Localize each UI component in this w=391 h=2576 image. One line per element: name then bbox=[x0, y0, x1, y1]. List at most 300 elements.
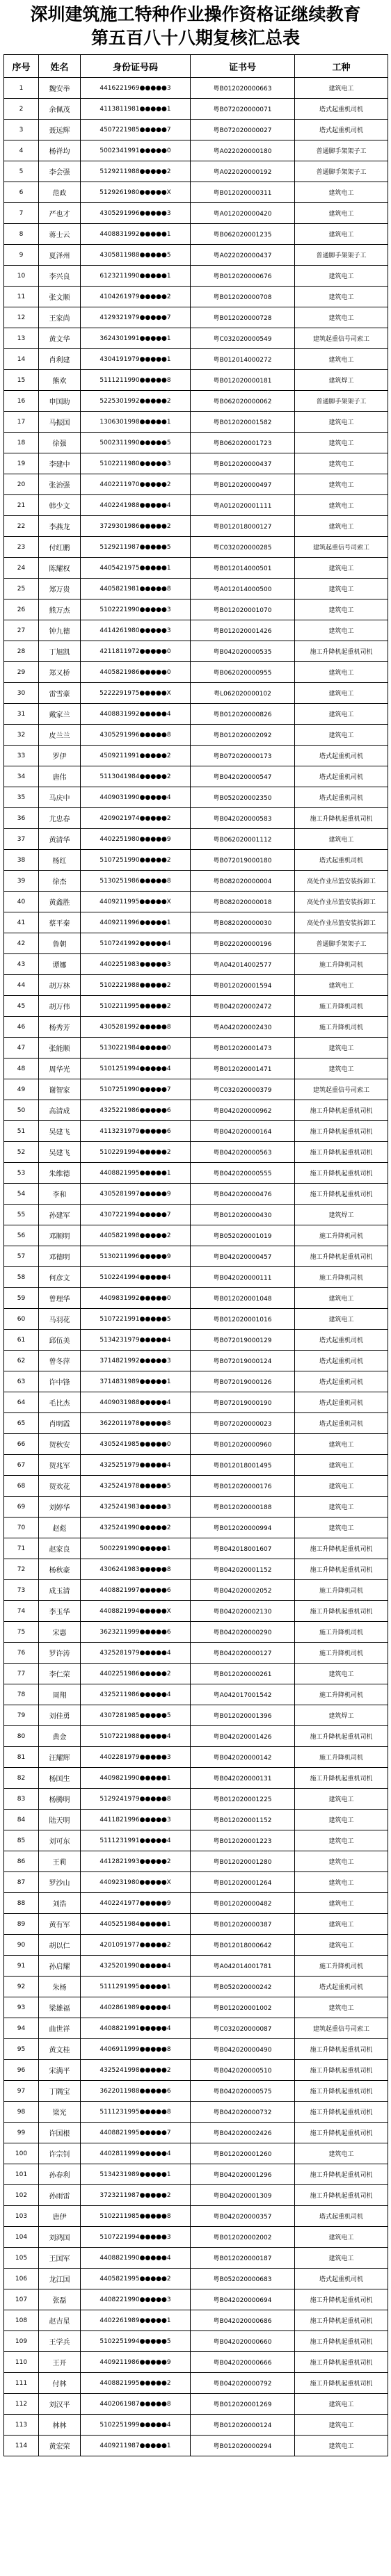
cell-index: 13 bbox=[4, 328, 39, 349]
cell-name: 李兴良 bbox=[39, 266, 81, 287]
cell-certificate-number: 粤B072020000071 bbox=[191, 99, 295, 120]
cell-name: 赵彪 bbox=[39, 1518, 81, 1538]
cell-certificate-number: 粤B012020001070 bbox=[191, 599, 295, 620]
cell-index: 95 bbox=[4, 2039, 39, 2060]
cell-job-type: 施工升降机司机 bbox=[295, 1580, 388, 1601]
cell-index: 92 bbox=[4, 1977, 39, 1997]
cell-index: 44 bbox=[4, 975, 39, 996]
cell-index: 47 bbox=[4, 1038, 39, 1058]
cell-index: 42 bbox=[4, 933, 39, 954]
cell-certificate-number: 粤B062020001723 bbox=[191, 433, 295, 453]
cell-id-number: 5102241994●●●●●4 bbox=[81, 1267, 191, 1288]
header-job-type: 工种 bbox=[295, 55, 388, 78]
cell-certificate-number: 粤B012020000728 bbox=[191, 307, 295, 328]
cell-id-number: 5111231991●●●●●4 bbox=[81, 1830, 191, 1851]
cell-name: 付林 bbox=[39, 2373, 81, 2394]
table-row bbox=[4, 892, 388, 912]
table-row bbox=[4, 2081, 388, 2102]
cell-id-number: 5113041984●●●●●2 bbox=[81, 766, 191, 787]
cell-name: 黄清华 bbox=[39, 829, 81, 850]
cell-name: 刘婷华 bbox=[39, 1497, 81, 1518]
cell-certificate-number: 粤B042020000666 bbox=[191, 2352, 295, 2373]
cell-job-type: 塔式起重机司机 bbox=[295, 746, 388, 766]
cell-certificate-number: 粤B052020000242 bbox=[191, 1977, 295, 1997]
cell-job-type: 施工升降机司机 bbox=[295, 1956, 388, 1977]
cell-name: 黄宏荣 bbox=[39, 2436, 81, 2456]
cell-certificate-number: 粤B022020000196 bbox=[191, 933, 295, 954]
table-row bbox=[4, 933, 388, 954]
cell-id-number: 5102291994●●●●●2 bbox=[81, 1142, 191, 1163]
cell-name: 杨红 bbox=[39, 850, 81, 871]
cell-job-type: 建筑电工 bbox=[295, 975, 388, 996]
cell-certificate-number: 粤B012020001260 bbox=[191, 2143, 295, 2164]
cell-index: 28 bbox=[4, 641, 39, 662]
cell-id-number: 4104261979●●●●●2 bbox=[81, 287, 191, 307]
cell-index: 67 bbox=[4, 1455, 39, 1476]
cell-id-number: 4409821990●●●●●1 bbox=[81, 1768, 191, 1789]
table-row bbox=[4, 1184, 388, 1205]
cell-name: 范政 bbox=[39, 182, 81, 203]
cell-certificate-number: 粤A012020000420 bbox=[191, 203, 295, 224]
cell-certificate-number: 粤B072020000023 bbox=[191, 1413, 295, 1434]
cell-certificate-number: 粤B012020000311 bbox=[191, 182, 295, 203]
cell-job-type: 建筑电工 bbox=[295, 474, 388, 495]
cell-id-number: 3624301991●●●●●1 bbox=[81, 328, 191, 349]
cell-name: 林林 bbox=[39, 2415, 81, 2436]
cell-certificate-number: 粤B012018000127 bbox=[191, 516, 295, 537]
table-row bbox=[4, 2206, 388, 2227]
cell-id-number: 4305811988●●●●●5 bbox=[81, 245, 191, 266]
cell-job-type: 建筑电工 bbox=[295, 558, 388, 579]
cell-job-type: 建筑电工 bbox=[295, 182, 388, 203]
table-row bbox=[4, 641, 388, 662]
cell-job-type: 建筑电工 bbox=[295, 1935, 388, 1956]
cell-job-type: 建筑起重信号司索工 bbox=[295, 2018, 388, 2039]
cell-id-number: 4408821991●●●●●4 bbox=[81, 2018, 191, 2039]
cell-certificate-number: 粤B042020002130 bbox=[191, 1601, 295, 1622]
cell-id-number: 4414261980●●●●●3 bbox=[81, 620, 191, 641]
cell-job-type: 建筑电工 bbox=[295, 2436, 388, 2456]
cell-index: 57 bbox=[4, 1246, 39, 1267]
cell-name: 张文顺 bbox=[39, 287, 81, 307]
cell-name: 尤忠春 bbox=[39, 808, 81, 829]
cell-index: 33 bbox=[4, 746, 39, 766]
cell-certificate-number: 粤B042020000535 bbox=[191, 641, 295, 662]
cell-name: 黄文华 bbox=[39, 328, 81, 349]
cell-id-number: 4412821993●●●●●2 bbox=[81, 1851, 191, 1872]
cell-id-number: 5102221990●●●●●3 bbox=[81, 599, 191, 620]
cell-job-type: 建筑电工 bbox=[295, 620, 388, 641]
cell-index: 107 bbox=[4, 2289, 39, 2310]
cell-job-type: 建筑电工 bbox=[295, 1664, 388, 1684]
cell-name: 王学兵 bbox=[39, 2331, 81, 2352]
cell-index: 3 bbox=[4, 120, 39, 140]
table-row bbox=[4, 161, 388, 182]
table-row bbox=[4, 120, 388, 140]
cell-job-type: 塔式起重机司机 bbox=[295, 1371, 388, 1392]
cell-index: 37 bbox=[4, 829, 39, 850]
cell-certificate-number: 粤B042020000457 bbox=[191, 1246, 295, 1267]
cell-index: 32 bbox=[4, 725, 39, 746]
cell-certificate-number: 粤B012020000181 bbox=[191, 370, 295, 391]
cell-job-type: 建筑电工 bbox=[295, 704, 388, 725]
cell-name: 许中锋 bbox=[39, 1371, 81, 1392]
cell-id-number: 4325221986●●●●●6 bbox=[81, 1100, 191, 1121]
cell-job-type: 施工升降机司机 bbox=[295, 996, 388, 1017]
table-row bbox=[4, 1997, 388, 2018]
cell-certificate-number: 粤B042020000555 bbox=[191, 1163, 295, 1184]
cell-name: 赵吉星 bbox=[39, 2310, 81, 2331]
cell-job-type: 塔式起重机司机 bbox=[295, 1413, 388, 1434]
table-row bbox=[4, 2331, 388, 2352]
summary-table bbox=[3, 54, 388, 2456]
cell-name: 贺秋安 bbox=[39, 1434, 81, 1455]
cell-job-type: 施工升降机起重机司机 bbox=[295, 1601, 388, 1622]
cell-name: 皮兰兰 bbox=[39, 725, 81, 746]
table-row bbox=[4, 1079, 388, 1100]
cell-certificate-number: 粤B012020001594 bbox=[191, 975, 295, 996]
cell-name: 马庆中 bbox=[39, 787, 81, 808]
cell-id-number: 4306241983●●●●●8 bbox=[81, 1559, 191, 1580]
cell-name: 韩少文 bbox=[39, 495, 81, 516]
table-row bbox=[4, 412, 388, 433]
cell-index: 89 bbox=[4, 1914, 39, 1935]
cell-name: 梁光 bbox=[39, 2102, 81, 2123]
cell-index: 74 bbox=[4, 1601, 39, 1622]
cell-id-number: 4209021974●●●●●2 bbox=[81, 808, 191, 829]
cell-id-number: 5102251999●●●●●4 bbox=[81, 2415, 191, 2436]
cell-index: 90 bbox=[4, 1935, 39, 1956]
cell-id-number: 5101251994●●●●●4 bbox=[81, 1058, 191, 1079]
cell-id-number: 3622011978●●●●●8 bbox=[81, 1413, 191, 1434]
table-row bbox=[4, 912, 388, 933]
cell-job-type: 施工升降机起重机司机 bbox=[295, 1538, 388, 1559]
cell-name: 徐杰 bbox=[39, 871, 81, 892]
cell-name: 许宗钊 bbox=[39, 2143, 81, 2164]
table-row bbox=[4, 1392, 388, 1413]
cell-job-type: 塔式起重机司机 bbox=[295, 1351, 388, 1371]
cell-id-number: 5111231995●●●●●8 bbox=[81, 2102, 191, 2123]
cell-id-number: 4408821995●●●●●7 bbox=[81, 2123, 191, 2143]
cell-job-type: 塔式起重机司机 bbox=[295, 766, 388, 787]
cell-name: 张磊 bbox=[39, 2289, 81, 2310]
cell-certificate-number: 粤B042020001309 bbox=[191, 2185, 295, 2206]
cell-certificate-number: 粤B042020000563 bbox=[191, 1142, 295, 1163]
table-row bbox=[4, 1664, 388, 1684]
cell-name: 张治强 bbox=[39, 474, 81, 495]
cell-index: 114 bbox=[4, 2436, 39, 2456]
cell-id-number: 5111291995●●●●●1 bbox=[81, 1977, 191, 1997]
cell-name: 吴建飞 bbox=[39, 1121, 81, 1142]
cell-index: 41 bbox=[4, 912, 39, 933]
cell-index: 29 bbox=[4, 662, 39, 683]
cell-job-type: 建筑电工 bbox=[295, 599, 388, 620]
cell-job-type: 塔式起重机司机 bbox=[295, 1977, 388, 1997]
cell-job-type: 施工升降机起重机司机 bbox=[295, 1163, 388, 1184]
table-row bbox=[4, 829, 388, 850]
cell-certificate-number: 粤B062020000955 bbox=[191, 662, 295, 683]
cell-certificate-number: 粤B012018001495 bbox=[191, 1455, 295, 1476]
table-row bbox=[4, 1705, 388, 1726]
cell-job-type: 施工升降机起重机司机 bbox=[295, 1246, 388, 1267]
cell-job-type: 施工升降机起重机司机 bbox=[295, 2373, 388, 2394]
cell-name: 刘浩 bbox=[39, 1893, 81, 1914]
cell-name: 邓德明 bbox=[39, 1246, 81, 1267]
cell-job-type: 建筑起重信号司索工 bbox=[295, 328, 388, 349]
cell-index: 104 bbox=[4, 2227, 39, 2248]
table-row bbox=[4, 1142, 388, 1163]
cell-id-number: 4405251984●●●●●1 bbox=[81, 1914, 191, 1935]
cell-name: 贺兆军 bbox=[39, 1455, 81, 1476]
cell-id-number: 4325241978●●●●●5 bbox=[81, 1476, 191, 1497]
table-row bbox=[4, 683, 388, 704]
cell-name: 陈耀权 bbox=[39, 558, 81, 579]
cell-name: 龙江国 bbox=[39, 2269, 81, 2289]
cell-job-type: 建筑电工 bbox=[295, 1497, 388, 1518]
cell-certificate-number: 粤B012020000437 bbox=[191, 453, 295, 474]
cell-name: 许国根 bbox=[39, 2123, 81, 2143]
cell-index: 81 bbox=[4, 1747, 39, 1768]
cell-certificate-number: 粤B012020001280 bbox=[191, 1851, 295, 1872]
cell-certificate-number: 粤B042020000142 bbox=[191, 1747, 295, 1768]
table-row bbox=[4, 2039, 388, 2060]
cell-index: 4 bbox=[4, 140, 39, 161]
cell-job-type: 建筑电工 bbox=[295, 1914, 388, 1935]
cell-id-number: 4507221985●●●●●7 bbox=[81, 120, 191, 140]
cell-id-number: 3623211999●●●●●6 bbox=[81, 1622, 191, 1643]
cell-certificate-number: 粤B082020000004 bbox=[191, 871, 295, 892]
cell-name: 宋满平 bbox=[39, 2060, 81, 2081]
cell-id-number: 4405821998●●●●●2 bbox=[81, 1225, 191, 1246]
cell-name: 刘佳勇 bbox=[39, 1705, 81, 1726]
cell-name: 蔡平秦 bbox=[39, 912, 81, 933]
cell-certificate-number: 粤B012020001396 bbox=[191, 1705, 295, 1726]
cell-index: 97 bbox=[4, 2081, 39, 2102]
table-row bbox=[4, 1872, 388, 1893]
cell-job-type: 建筑电工 bbox=[295, 662, 388, 683]
table-row bbox=[4, 704, 388, 725]
cell-id-number: 3714821992●●●●●3 bbox=[81, 1351, 191, 1371]
table-row bbox=[4, 2289, 388, 2310]
cell-index: 30 bbox=[4, 683, 39, 704]
cell-index: 94 bbox=[4, 2018, 39, 2039]
cell-index: 53 bbox=[4, 1163, 39, 1184]
table-row bbox=[4, 307, 388, 328]
cell-job-type: 施工升降机司机 bbox=[295, 1622, 388, 1643]
cell-name: 高清成 bbox=[39, 1100, 81, 1121]
cell-job-type: 施工升降机起重机司机 bbox=[295, 1184, 388, 1205]
cell-index: 25 bbox=[4, 579, 39, 599]
cell-id-number: 5107221991●●●●●5 bbox=[81, 1309, 191, 1330]
cell-job-type: 建筑电工 bbox=[295, 725, 388, 746]
cell-id-number: 5129261980●●●●●X bbox=[81, 182, 191, 203]
table-row bbox=[4, 2143, 388, 2164]
cell-job-type: 建筑电工 bbox=[295, 287, 388, 307]
cell-index: 101 bbox=[4, 2164, 39, 2185]
cell-name: 邱伍美 bbox=[39, 1330, 81, 1351]
table-row bbox=[4, 1476, 388, 1497]
cell-id-number: 4408821990●●●●●4 bbox=[81, 2248, 191, 2269]
cell-id-number: 4305291996●●●●●3 bbox=[81, 203, 191, 224]
cell-id-number: 4305241985●●●●●0 bbox=[81, 1434, 191, 1455]
cell-id-number: 4305291996●●●●●8 bbox=[81, 725, 191, 746]
cell-id-number: 4325251979●●●●●4 bbox=[81, 1455, 191, 1476]
cell-index: 40 bbox=[4, 892, 39, 912]
table-row bbox=[4, 78, 388, 99]
table-row bbox=[4, 1309, 388, 1330]
cell-certificate-number: 粤B042020000127 bbox=[191, 1643, 295, 1664]
cell-name: 刘可东 bbox=[39, 1830, 81, 1851]
cell-id-number: 4325241990●●●●●2 bbox=[81, 1518, 191, 1538]
cell-index: 51 bbox=[4, 1121, 39, 1142]
cell-name: 雷雪豪 bbox=[39, 683, 81, 704]
cell-index: 7 bbox=[4, 203, 39, 224]
cell-name: 张能顺 bbox=[39, 1038, 81, 1058]
cell-id-number: 5102221988●●●●●2 bbox=[81, 975, 191, 996]
cell-index: 98 bbox=[4, 2102, 39, 2123]
cell-id-number: 4129321979●●●●●7 bbox=[81, 307, 191, 328]
cell-id-number: 4411821996●●●●●3 bbox=[81, 1810, 191, 1830]
cell-job-type: 普通脚手架架子工 bbox=[295, 245, 388, 266]
cell-name: 杨腾明 bbox=[39, 1789, 81, 1810]
table-row bbox=[4, 1121, 388, 1142]
cell-job-type: 建筑电工 bbox=[295, 433, 388, 453]
cell-job-type: 建筑电工 bbox=[295, 2394, 388, 2415]
cell-name: 陆天明 bbox=[39, 1810, 81, 1830]
cell-job-type: 施工升降机起重机司机 bbox=[295, 2289, 388, 2310]
cell-job-type: 施工升降机司机 bbox=[295, 1225, 388, 1246]
cell-certificate-number: 粤B042020000476 bbox=[191, 1184, 295, 1205]
cell-name: 何彦文 bbox=[39, 1267, 81, 1288]
header-name: 姓名 bbox=[39, 55, 81, 78]
cell-name: 朱杨 bbox=[39, 1977, 81, 1997]
cell-name: 杨秀芳 bbox=[39, 1017, 81, 1038]
table-row bbox=[4, 1810, 388, 1830]
table-row bbox=[4, 1935, 388, 1956]
cell-job-type: 建筑电工 bbox=[295, 1830, 388, 1851]
cell-certificate-number: 粤A012020001111 bbox=[191, 495, 295, 516]
cell-job-type: 施工升降机起重机司机 bbox=[295, 2164, 388, 2185]
cell-certificate-number: 粤B012020000124 bbox=[191, 2415, 295, 2436]
cell-index: 84 bbox=[4, 1810, 39, 1830]
cell-id-number: 4409211987●●●●●1 bbox=[81, 2436, 191, 2456]
cell-certificate-number: 粤B072019000126 bbox=[191, 1371, 295, 1392]
table-row bbox=[4, 140, 388, 161]
cell-id-number: 3622011988●●●●●6 bbox=[81, 2081, 191, 2102]
cell-index: 48 bbox=[4, 1058, 39, 1079]
cell-certificate-number: 粤B042020002052 bbox=[191, 1580, 295, 1601]
cell-name: 罗沙山 bbox=[39, 1872, 81, 1893]
cell-index: 82 bbox=[4, 1768, 39, 1789]
cell-job-type: 建筑电工 bbox=[295, 1997, 388, 2018]
cell-name: 梁雄福 bbox=[39, 1997, 81, 2018]
cell-index: 22 bbox=[4, 516, 39, 537]
cell-job-type: 施工升降机起重机司机 bbox=[295, 2081, 388, 2102]
table-row bbox=[4, 2102, 388, 2123]
cell-id-number: 5102251994●●●●●5 bbox=[81, 2331, 191, 2352]
cell-job-type: 施工升降机司机 bbox=[295, 1747, 388, 1768]
cell-certificate-number: 粤C032020000549 bbox=[191, 328, 295, 349]
table-row bbox=[4, 1205, 388, 1225]
cell-id-number: 4402251983●●●●●3 bbox=[81, 954, 191, 975]
cell-id-number: 4113811981●●●●●1 bbox=[81, 99, 191, 120]
cell-certificate-number: 粤B042020001426 bbox=[191, 1726, 295, 1747]
cell-index: 38 bbox=[4, 850, 39, 871]
cell-index: 52 bbox=[4, 1142, 39, 1163]
cell-index: 78 bbox=[4, 1684, 39, 1705]
table-row bbox=[4, 850, 388, 871]
cell-index: 77 bbox=[4, 1664, 39, 1684]
cell-job-type: 建筑电工 bbox=[295, 1810, 388, 1830]
cell-certificate-number: 粤B042020000547 bbox=[191, 766, 295, 787]
cell-name: 胡万林 bbox=[39, 975, 81, 996]
cell-name: 王家尚 bbox=[39, 307, 81, 328]
table-row bbox=[4, 2394, 388, 2415]
table-row bbox=[4, 453, 388, 474]
cell-certificate-number: 粤B012020001152 bbox=[191, 1810, 295, 1830]
table-row bbox=[4, 2060, 388, 2081]
table-row bbox=[4, 1434, 388, 1455]
cell-job-type: 塔式起重机司机 bbox=[295, 120, 388, 140]
cell-name: 孙雨雷 bbox=[39, 2185, 81, 2206]
cell-name: 李燕龙 bbox=[39, 516, 81, 537]
cell-id-number: 4402061987●●●●●8 bbox=[81, 2394, 191, 2415]
cell-name: 黄金 bbox=[39, 1726, 81, 1747]
cell-certificate-number: 粤B012020000387 bbox=[191, 1914, 295, 1935]
cell-index: 99 bbox=[4, 2123, 39, 2143]
cell-job-type: 建筑电工 bbox=[295, 203, 388, 224]
table-row bbox=[4, 1789, 388, 1810]
cell-certificate-number: 粤B012020000676 bbox=[191, 266, 295, 287]
cell-index: 88 bbox=[4, 1893, 39, 1914]
cell-index: 105 bbox=[4, 2248, 39, 2269]
cell-id-number: 5129211987●●●●●5 bbox=[81, 537, 191, 558]
cell-job-type: 施工升降机司机 bbox=[295, 1017, 388, 1038]
cell-index: 8 bbox=[4, 224, 39, 245]
cell-index: 73 bbox=[4, 1580, 39, 1601]
cell-index: 71 bbox=[4, 1538, 39, 1559]
cell-name: 吴建飞 bbox=[39, 1142, 81, 1163]
cell-job-type: 施工升降机起重机司机 bbox=[295, 808, 388, 829]
cell-name: 聂远辉 bbox=[39, 120, 81, 140]
cell-index: 9 bbox=[4, 245, 39, 266]
cell-certificate-number: 粤B052020000683 bbox=[191, 2269, 295, 2289]
cell-name: 孙春利 bbox=[39, 2164, 81, 2185]
table-row bbox=[4, 558, 388, 579]
cell-index: 86 bbox=[4, 1851, 39, 1872]
cell-name: 黄有军 bbox=[39, 1914, 81, 1935]
cell-certificate-number: 粤B042020000732 bbox=[191, 2102, 295, 2123]
cell-job-type: 建筑电工 bbox=[295, 1893, 388, 1914]
cell-id-number: 4325241998●●●●●2 bbox=[81, 2060, 191, 2081]
table-row bbox=[4, 766, 388, 787]
cell-job-type: 建筑电工 bbox=[295, 453, 388, 474]
cell-certificate-number: 粤B012020001582 bbox=[191, 412, 295, 433]
cell-id-number: 4409231980●●●●●X bbox=[81, 1872, 191, 1893]
cell-id-number: 4402281979●●●●●3 bbox=[81, 1747, 191, 1768]
cell-index: 112 bbox=[4, 2394, 39, 2415]
cell-index: 113 bbox=[4, 2415, 39, 2436]
table-row bbox=[4, 1455, 388, 1476]
cell-id-number: 4402251980●●●●●9 bbox=[81, 829, 191, 850]
cell-index: 61 bbox=[4, 1330, 39, 1351]
cell-name: 谢智家 bbox=[39, 1079, 81, 1100]
cell-index: 35 bbox=[4, 787, 39, 808]
cell-job-type: 施工升降机起重机司机 bbox=[295, 2331, 388, 2352]
cell-index: 100 bbox=[4, 2143, 39, 2164]
cell-certificate-number: 粤B012020000188 bbox=[191, 1497, 295, 1518]
cell-index: 55 bbox=[4, 1205, 39, 1225]
